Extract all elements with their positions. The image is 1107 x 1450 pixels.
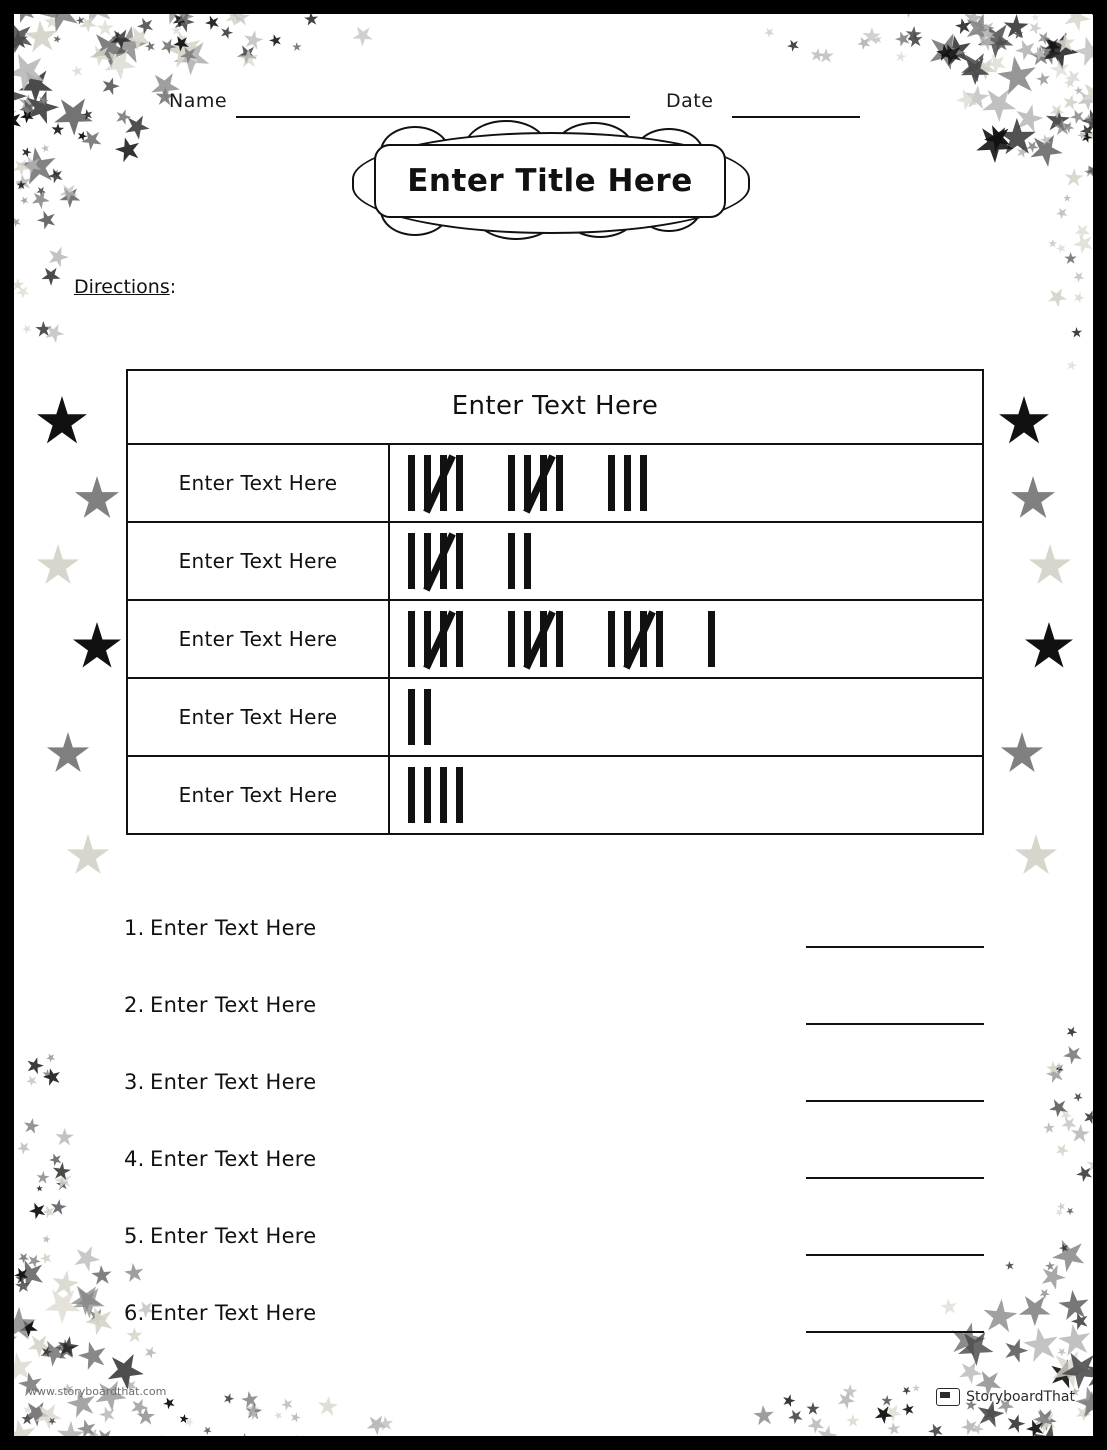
star-icon	[893, 49, 909, 65]
tally-mark	[456, 611, 463, 667]
table-row-label[interactable]: Enter Text Here	[127, 600, 389, 678]
star-icon	[1080, 1107, 1100, 1127]
star-icon	[1002, 13, 1029, 40]
tally-mark	[508, 611, 515, 667]
question-number: 6.	[124, 1301, 145, 1325]
header-row	[14, 84, 1093, 124]
star-icon	[1091, 1245, 1107, 1294]
table-row-label[interactable]: Enter Text Here	[127, 756, 389, 834]
tally-mark	[508, 533, 515, 589]
answer-line[interactable]	[806, 1331, 984, 1333]
name-label: Name	[169, 90, 228, 112]
date-input-line[interactable]	[732, 116, 860, 118]
tally-group	[408, 689, 440, 745]
star-icon	[787, 1408, 804, 1425]
star-icon	[1103, 1391, 1107, 1429]
tally-group	[708, 611, 724, 667]
star-icon	[1064, 358, 1079, 373]
right-watermark	[936, 1388, 1075, 1406]
star-icon	[1044, 1062, 1068, 1086]
tally-mark	[424, 689, 431, 745]
star-icon	[74, 1337, 110, 1373]
star-icon	[303, 11, 320, 28]
star-icon	[19, 1114, 42, 1137]
star-icon	[1005, 1260, 1016, 1271]
name-input-line[interactable]	[236, 116, 630, 118]
star-icon	[1039, 1263, 1067, 1291]
star-icon	[1046, 286, 1070, 310]
star-icon	[312, 1391, 342, 1421]
star-icon	[1045, 1094, 1072, 1121]
star-icon	[1042, 1121, 1057, 1136]
tally-mark	[508, 455, 515, 511]
star-icon	[1062, 1043, 1084, 1065]
star-icon	[0, 1287, 4, 1309]
star-icon	[269, 34, 282, 47]
star-icon	[885, 1420, 904, 1439]
star-icon	[71, 0, 121, 32]
tally-mark	[624, 455, 631, 511]
star-icon	[202, 12, 223, 33]
star-icon	[998, 1333, 1033, 1368]
star-icon	[1053, 1141, 1072, 1160]
star-icon	[9, 215, 23, 229]
answer-line[interactable]	[806, 1100, 984, 1102]
star-icon	[157, 1434, 167, 1444]
star-icon	[36, 396, 88, 448]
star-icon	[1047, 238, 1059, 250]
question-text[interactable]: Enter Text Here	[150, 1301, 317, 1325]
star-icon	[26, 1198, 50, 1222]
table-row	[127, 678, 983, 756]
tally-table	[126, 369, 984, 835]
tally-group	[508, 611, 586, 667]
table-row	[127, 522, 983, 600]
star-icon	[96, 1403, 120, 1427]
star-icon	[1038, 1286, 1052, 1300]
star-icon	[220, 26, 234, 40]
list-item	[124, 1212, 984, 1289]
star-icon	[34, 1169, 53, 1188]
star-icon	[1096, 1336, 1107, 1359]
star-icon	[1064, 1024, 1079, 1039]
star-icon	[49, 1152, 63, 1166]
star-icon	[232, 1430, 254, 1450]
star-icon	[177, 1413, 190, 1426]
star-icon	[46, 167, 65, 186]
star-icon	[41, 265, 61, 285]
star-icon	[34, 207, 59, 232]
tally-marks-cell[interactable]	[389, 756, 983, 834]
list-item	[124, 981, 984, 1058]
question-text[interactable]: Enter Text Here	[150, 1070, 317, 1094]
star-icon	[222, 1392, 236, 1406]
star-icon	[803, 1399, 822, 1418]
star-icon	[74, 476, 120, 522]
star-icon	[44, 243, 72, 271]
star-icon	[51, 1124, 78, 1151]
star-icon	[1066, 1207, 1075, 1216]
tally-group	[508, 455, 586, 511]
table-row-label[interactable]: Enter Text Here	[127, 678, 389, 756]
star-icon	[2, 1417, 39, 1450]
table-header-cell[interactable]: Enter Text Here	[127, 370, 983, 444]
tally-group	[508, 533, 540, 589]
star-icon	[350, 23, 376, 49]
star-icon	[73, 1415, 101, 1443]
answer-line[interactable]	[806, 1023, 984, 1025]
star-icon	[215, 1439, 226, 1450]
directions-label: Directions	[74, 276, 170, 298]
tally-marks-cell[interactable]	[389, 444, 983, 522]
star-icon	[1063, 194, 1072, 203]
star-icon	[900, 1401, 916, 1417]
question-number: 5.	[124, 1224, 145, 1248]
tally-group	[608, 455, 656, 511]
star-icon	[1056, 1345, 1068, 1357]
tally-group	[608, 611, 686, 667]
star-icon	[35, 1184, 44, 1193]
tally-group	[408, 767, 472, 823]
star-icon	[1048, 0, 1066, 11]
tally-marks-cell[interactable]	[389, 678, 983, 756]
tally-group	[408, 611, 486, 667]
star-icon	[91, 1424, 119, 1450]
star-icon	[998, 396, 1050, 448]
tally-mark	[408, 611, 415, 667]
star-icon	[1014, 834, 1058, 878]
star-icon	[124, 0, 138, 5]
star-icon	[902, 4, 915, 17]
star-icon	[291, 41, 301, 51]
star-icon	[72, 622, 122, 672]
star-icon	[780, 1391, 799, 1410]
star-icon	[19, 145, 34, 160]
list-item	[124, 904, 984, 981]
star-icon	[901, 1385, 912, 1396]
tally-mark	[408, 455, 415, 511]
answer-line[interactable]	[806, 946, 984, 948]
directions-colon: :	[169, 276, 177, 298]
star-icon	[16, 1141, 31, 1156]
star-icon	[1030, 11, 1043, 24]
star-icon	[162, 1397, 176, 1411]
star-icon	[1072, 270, 1084, 282]
star-icon	[1061, 1115, 1078, 1132]
star-icon	[111, 134, 145, 168]
table-row	[127, 756, 983, 834]
star-icon	[1072, 1090, 1085, 1103]
table-row-label[interactable]: Enter Text Here	[127, 522, 389, 600]
tally-mark	[608, 611, 615, 667]
star-icon	[1055, 1287, 1093, 1325]
star-icon	[0, 1358, 11, 1387]
question-number: 4.	[124, 1147, 145, 1171]
question-number: 1.	[124, 916, 145, 940]
tally-mark	[640, 455, 647, 511]
table-row	[127, 600, 983, 678]
star-icon	[40, 144, 49, 153]
tally-mark	[456, 455, 463, 511]
question-text[interactable]: Enter Text Here	[150, 993, 317, 1017]
star-icon	[1015, 1319, 1067, 1371]
star-icon	[278, 1395, 296, 1413]
star-icon	[42, 1436, 58, 1450]
star-icon	[1069, 325, 1085, 341]
list-item	[124, 1058, 984, 1135]
star-icon	[976, 6, 986, 16]
star-icon	[946, 0, 972, 1]
star-icon	[40, 1065, 64, 1089]
right-watermark-text: StoryboardThat	[966, 1389, 1075, 1405]
star-icon	[1028, 544, 1072, 588]
star-icon	[38, 1250, 55, 1267]
worksheet-sheet	[14, 14, 1093, 1436]
list-item	[124, 1135, 984, 1212]
answer-line[interactable]	[806, 1254, 984, 1256]
tally-mark	[456, 533, 463, 589]
star-icon	[24, 1054, 47, 1077]
star-icon	[1101, 1309, 1107, 1340]
question-text[interactable]: Enter Text Here	[150, 916, 317, 940]
star-icon	[203, 1426, 213, 1436]
tally-mark	[408, 689, 415, 745]
star-icon	[1074, 222, 1091, 239]
star-icon	[46, 1053, 57, 1064]
star-icon	[22, 323, 34, 335]
tally-marks-cell[interactable]	[389, 600, 983, 678]
tally-group	[408, 533, 486, 589]
title-banner	[344, 126, 754, 238]
table-row-label[interactable]: Enter Text Here	[127, 444, 389, 522]
star-icon	[69, 63, 85, 79]
star-icon	[40, 1233, 52, 1245]
tally-mark	[524, 533, 531, 589]
tally-mark	[456, 767, 463, 823]
star-icon	[1053, 205, 1069, 221]
star-icon	[240, 1389, 260, 1409]
star-icon	[858, 23, 885, 50]
star-icon	[1071, 290, 1087, 306]
star-icon	[131, 0, 170, 21]
tally-mark	[556, 611, 563, 667]
star-icon	[66, 834, 110, 878]
title-field[interactable]	[374, 144, 726, 218]
tally-mark	[424, 767, 431, 823]
star-icon	[18, 194, 31, 207]
tally-mark	[440, 767, 447, 823]
star-icon	[77, 125, 107, 155]
star-icon	[748, 1400, 779, 1431]
tally-mark	[408, 767, 415, 823]
star-icon	[1024, 622, 1074, 672]
star-icon	[846, 1414, 860, 1428]
star-icon	[1073, 35, 1106, 68]
question-number: 2.	[124, 993, 145, 1017]
star-icon	[1010, 476, 1056, 522]
star-icon	[912, 1384, 920, 1392]
star-icon	[1062, 251, 1078, 267]
star-icon	[1055, 242, 1068, 255]
table-header-row	[127, 370, 983, 444]
title-text: Enter Title Here	[407, 163, 693, 199]
star-icon	[46, 732, 90, 776]
date-label: Date	[666, 90, 714, 112]
star-icon	[763, 26, 776, 39]
star-icon	[36, 544, 80, 588]
table-row	[127, 444, 983, 522]
star-icon	[52, 34, 62, 44]
directions-block	[74, 276, 176, 298]
list-item	[124, 1289, 984, 1366]
star-icon	[289, 1410, 303, 1424]
star-icon	[70, 1243, 102, 1275]
tally-marks-cell[interactable]	[389, 522, 983, 600]
tally-mark	[708, 611, 715, 667]
tally-group	[408, 455, 486, 511]
star-icon	[1023, 0, 1044, 7]
star-icon	[1063, 168, 1084, 189]
tally-mark	[556, 455, 563, 511]
star-icon	[784, 36, 802, 54]
answer-line[interactable]	[806, 1177, 984, 1179]
star-icon	[25, 1074, 38, 1087]
star-icon	[87, 1261, 116, 1290]
question-number: 3.	[124, 1070, 145, 1094]
star-icon	[927, 1422, 944, 1439]
star-icon	[1002, 1410, 1029, 1437]
star-icon	[159, 38, 177, 56]
star-icon	[0, 1385, 9, 1411]
star-icon	[1000, 732, 1044, 776]
tally-mark	[608, 455, 615, 511]
tally-mark	[656, 611, 663, 667]
star-icon	[1096, 1289, 1107, 1314]
question-text[interactable]: Enter Text Here	[150, 1224, 317, 1248]
left-watermark: www.storyboardthat.com	[28, 1385, 167, 1398]
star-icon	[294, 1434, 307, 1447]
storyboard-logo-icon	[936, 1388, 960, 1406]
star-icon	[273, 1409, 285, 1421]
question-text[interactable]: Enter Text Here	[150, 1147, 317, 1171]
question-list	[124, 904, 984, 1366]
tally-mark	[408, 533, 415, 589]
